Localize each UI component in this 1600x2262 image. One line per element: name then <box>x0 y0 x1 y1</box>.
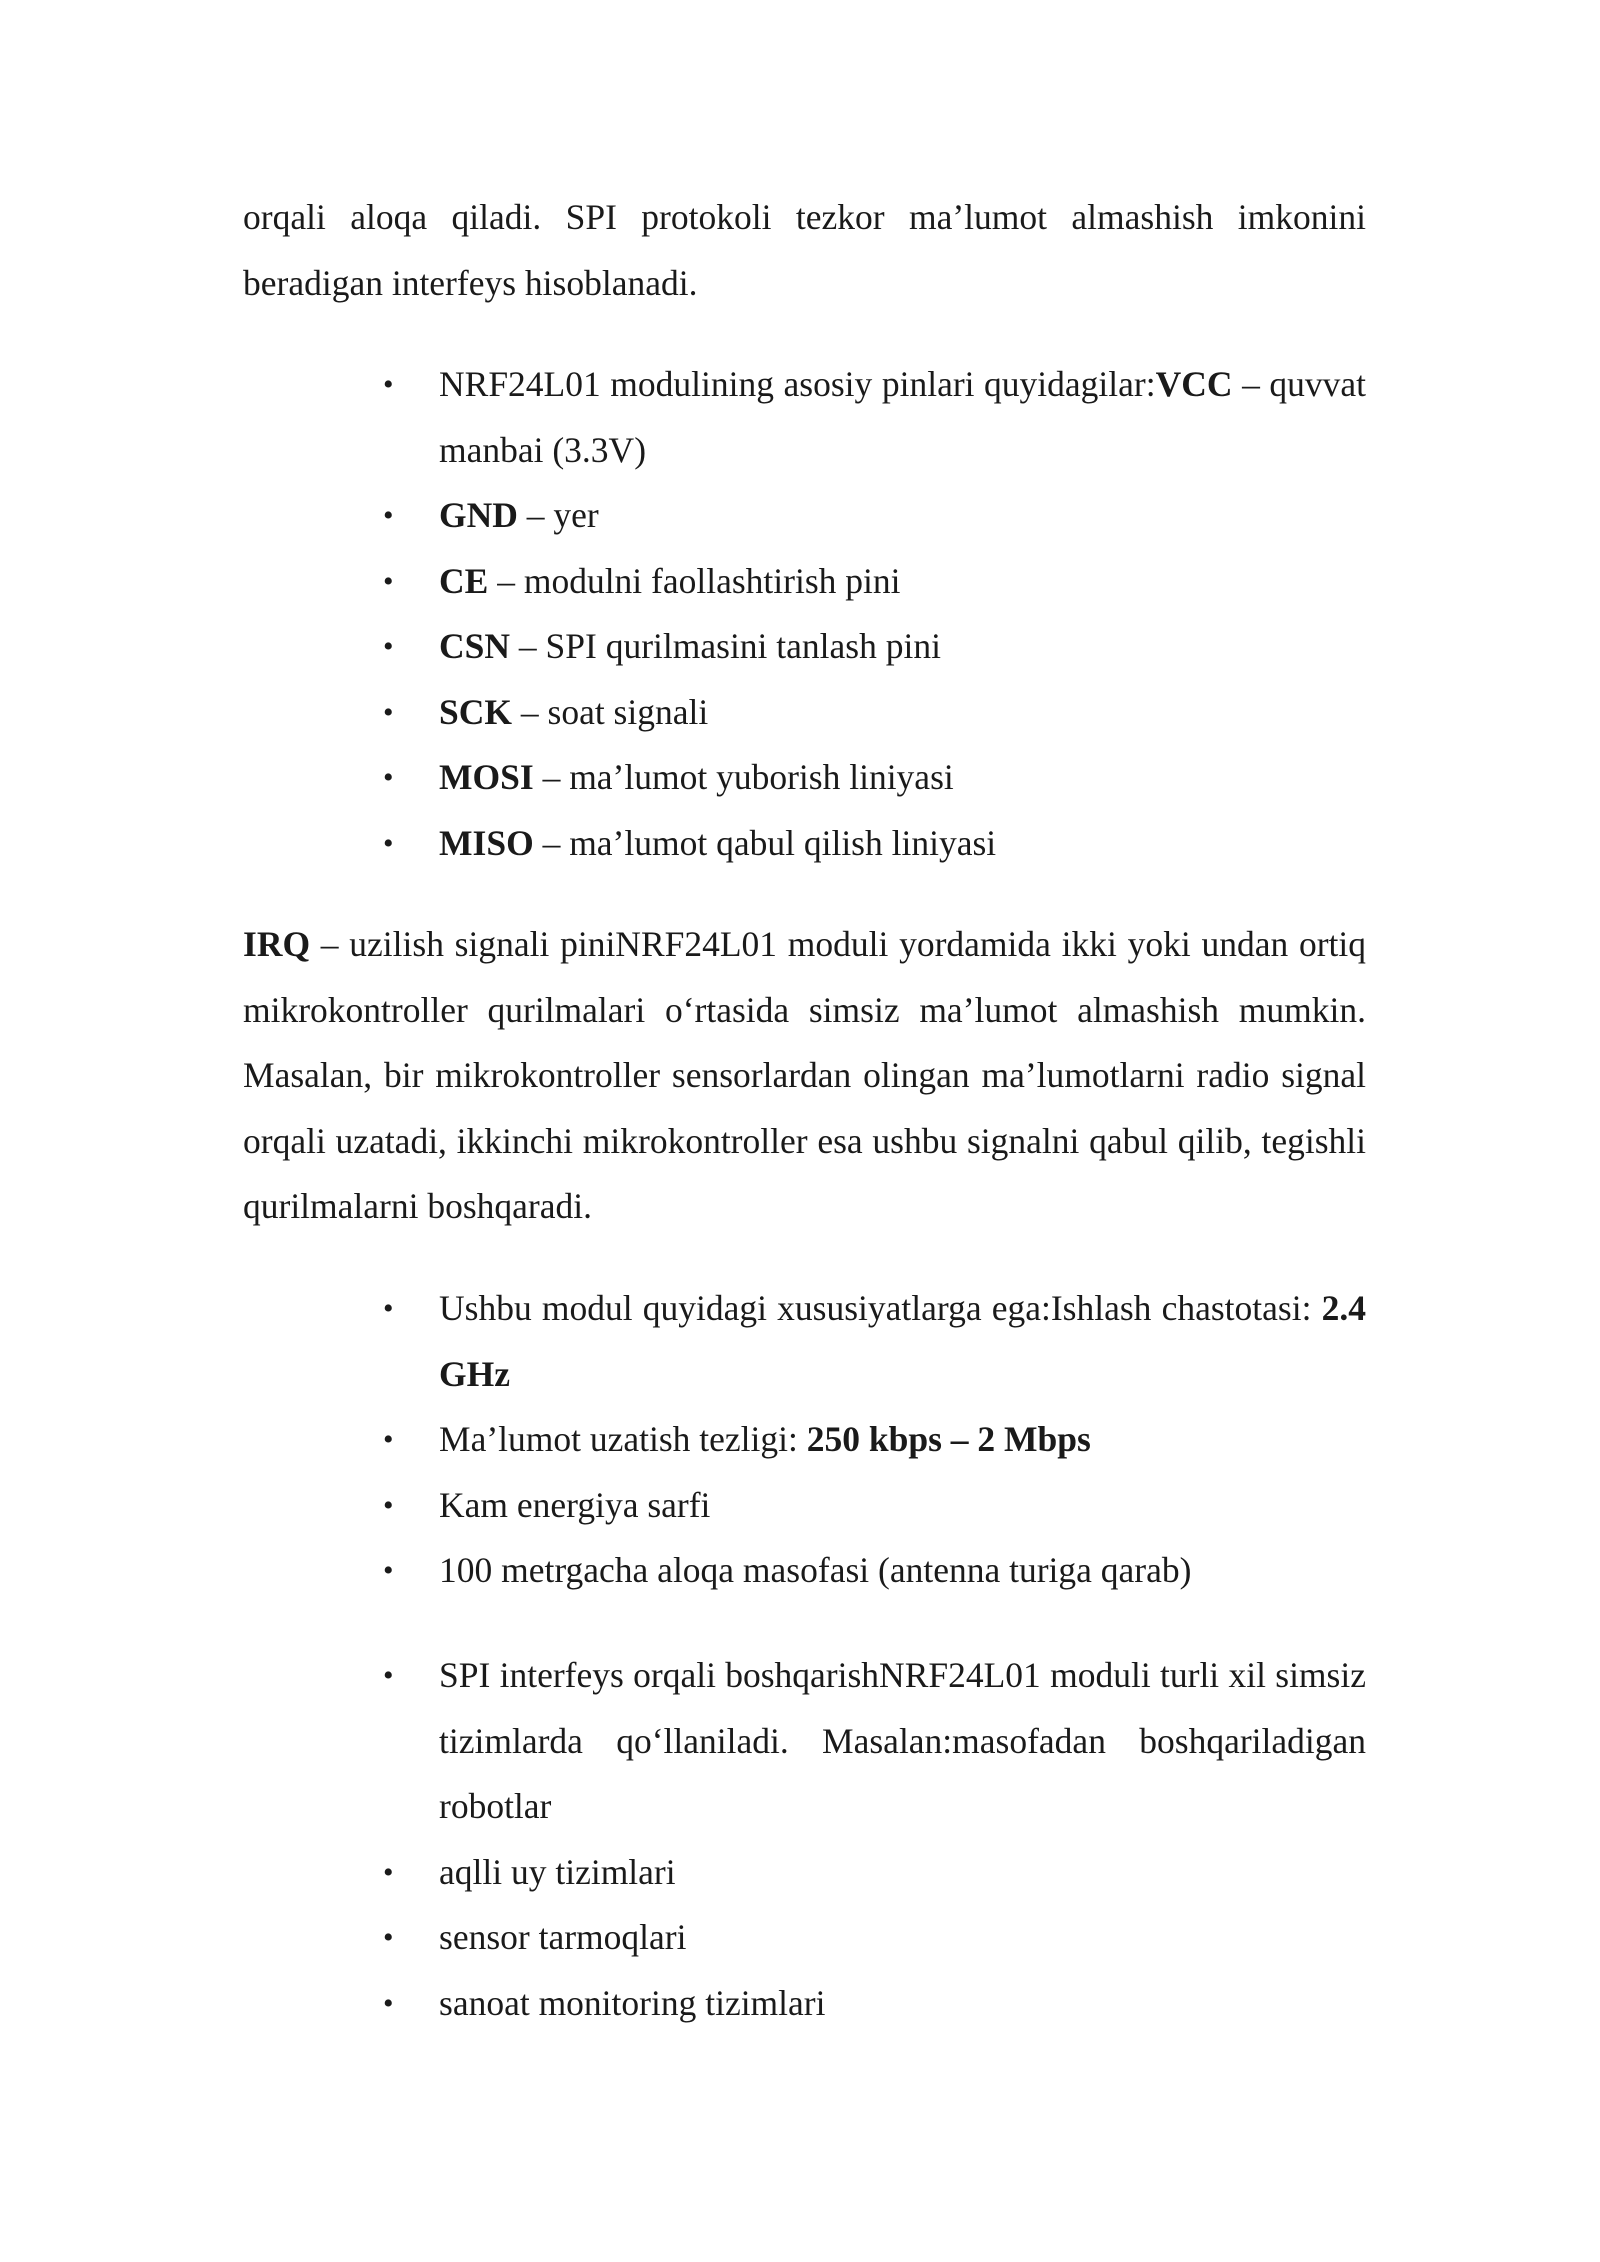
paragraph-irq: IRQ – uzilish signali piniNRF24L01 moduli yordamida ikki yoki undan ortiq mikrokontroller qurilmalari o‘rtasida simsiz ma’lumot almashish mumkin. Masalan, bir mikrokontroller sensorlardan olingan ma’lumotlarni radio signal orqali uzatadi, ikkinchi mikrokontroller esa ushbu signalni qabul qilib, tegishli qurilmalarni boshqaradi. <box>243 924 1366 1226</box>
bullet-icon: • <box>383 630 394 663</box>
bullet-icon: • <box>383 1423 394 1456</box>
bullet-icon: • <box>383 564 394 598</box>
list-item: • aqlli uy tizimlari <box>383 1840 1366 1906</box>
bullet-icon: • <box>383 761 394 794</box>
list-item: • MOSI – ma’lumot yuborish liniyasi <box>383 745 1366 811</box>
bullet-icon: • <box>383 826 394 860</box>
bullet-icon: • <box>383 1292 394 1325</box>
bullet-icon: • <box>383 1659 394 1692</box>
list-item: • sensor tarmoqlari <box>383 1905 1366 1971</box>
bullet-icon: • <box>383 1921 394 1954</box>
pin-list <box>383 352 1366 876</box>
list-item: • Kam energiya sarfi <box>383 1473 1366 1539</box>
list-item: • SCK – soat signali <box>383 680 1366 746</box>
list-item: • Ma’lumot uzatish tezligi: 250 kbps – 2 Mbps <box>383 1407 1366 1473</box>
list-item: • GND – yer <box>383 483 1366 549</box>
bullet-icon: • <box>383 1488 394 1522</box>
list-item: • CSN – SPI qurilmasini tanlash pini <box>383 614 1366 680</box>
applications-list <box>383 1643 1366 2036</box>
bullet-icon: • <box>383 695 394 729</box>
bullet-icon: • <box>383 368 394 401</box>
bullet-icon: • <box>383 1554 394 1587</box>
list-item: • NRF24L01 modulining asosiy pinlari quyidagilar:VCC – quvvat manbai (3.3V) <box>383 352 1366 483</box>
bullet-icon: • <box>383 1855 394 1889</box>
list-item: • SPI interfeys orqali boshqarishNRF24L01 moduli turli xil simsiz tizimlarda qo‘llaniladi. Masalan:masofadan boshqariladigan robotlar <box>383 1643 1366 1840</box>
paragraph-spi-intro: orqali aloqa qiladi. SPI protokoli tezkor ma’lumot almashish imkonini beradigan interfeys hisoblanadi. <box>243 197 1366 303</box>
list-item: • MISO – ma’lumot qabul qilish liniyasi <box>383 811 1366 877</box>
list-item: • Ushbu modul quyidagi xususiyatlarga ega:Ishlash chastotasi: 2.4 GHz <box>383 1276 1366 1407</box>
features-list <box>383 1276 1366 1604</box>
bullet-icon: • <box>383 499 394 532</box>
list-item: • 100 metrgacha aloqa masofasi (antenna turiga qarab) <box>383 1538 1366 1604</box>
list-item: • sanoat monitoring tizimlari <box>383 1971 1366 2037</box>
list-item: • CE – modulni faollashtirish pini <box>383 549 1366 615</box>
bullet-icon: • <box>383 1986 394 2020</box>
